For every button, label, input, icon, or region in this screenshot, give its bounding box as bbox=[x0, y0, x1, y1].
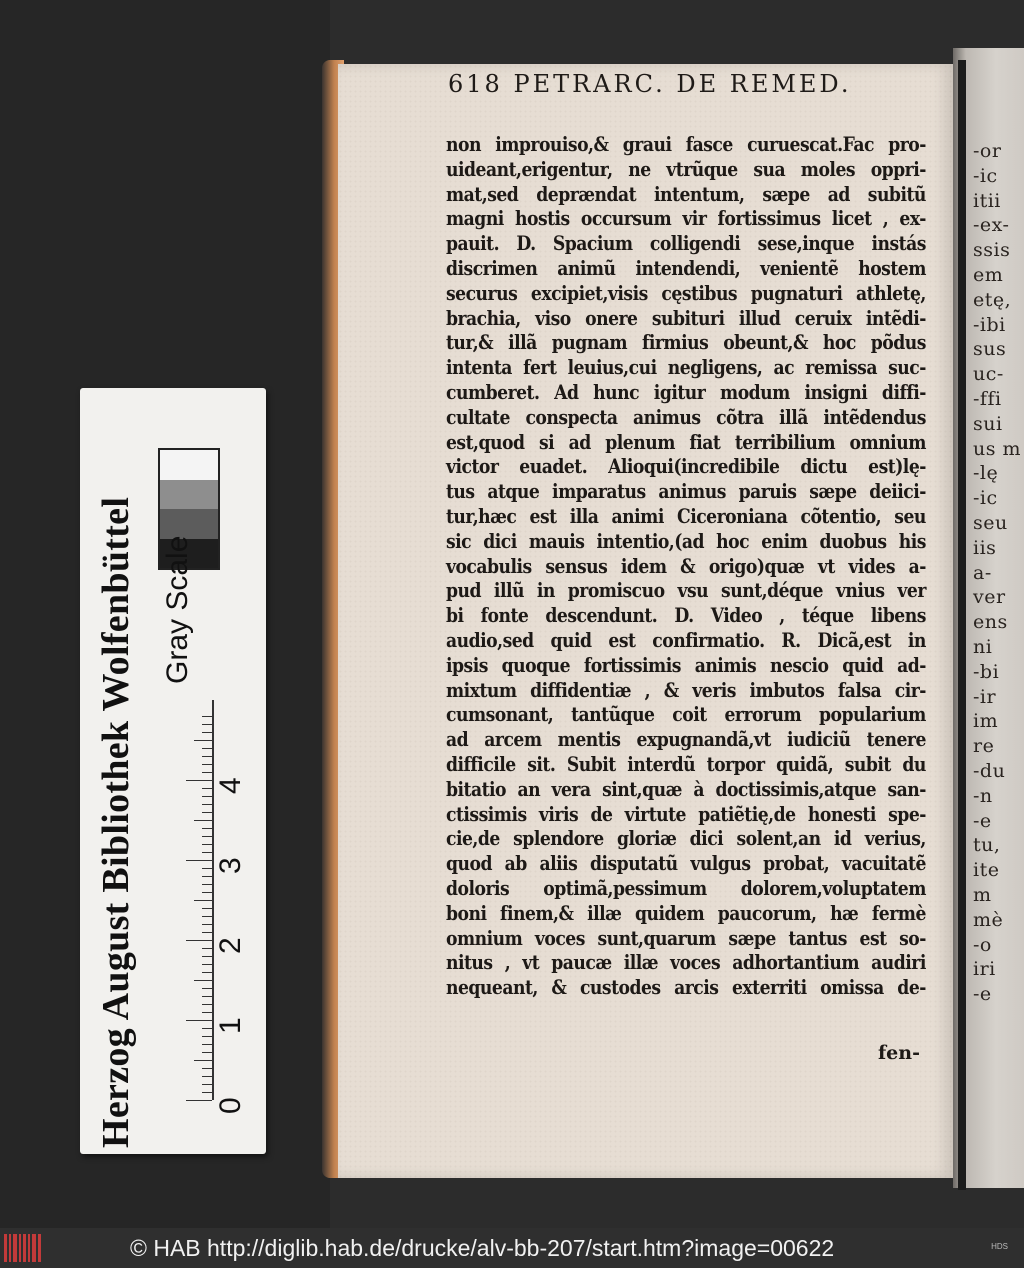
ruler-tick bbox=[202, 748, 212, 749]
text-line: cumsonant, tantũque coit errorum popularium bbox=[446, 702, 926, 727]
logo-bar bbox=[19, 1234, 21, 1262]
ruler-tick bbox=[202, 948, 212, 949]
ruler-tick bbox=[202, 1028, 212, 1029]
text-line: ipsis quoque fortissimis animis nescio quid ad- bbox=[446, 652, 926, 677]
text-line: mixtum diffidentiæ , & veris imbutos falsa cir- bbox=[446, 677, 926, 702]
ruler-tick bbox=[202, 876, 212, 877]
ruler-tick bbox=[202, 756, 212, 757]
text-line: tur,hæc est illa animi Ciceroniana cõtentio, seu bbox=[446, 503, 926, 528]
catchword: fen- bbox=[878, 1042, 920, 1064]
facing-page-fragment: m bbox=[973, 884, 992, 906]
text-line: bi fonte descendunt. D. Video , téque libens bbox=[446, 603, 926, 628]
text-line: ad arcem mentis expugnandã,vt iudiciũ tenere bbox=[446, 727, 926, 752]
facing-page-fragment: -lę bbox=[973, 462, 999, 485]
text-line: magni hostis occursum vir fortissimus licet , ex- bbox=[446, 206, 926, 231]
ruler-tick bbox=[202, 796, 212, 797]
ruler-tick bbox=[202, 1012, 212, 1013]
logo-bar bbox=[23, 1234, 26, 1262]
logo-bar bbox=[13, 1234, 17, 1262]
text-line: nequeant, & custodes arcis exterriti omissa de- bbox=[446, 975, 926, 1000]
ruler-tick bbox=[202, 996, 212, 997]
ruler-tick bbox=[202, 1036, 212, 1037]
facing-page-fragment: -ibi bbox=[973, 313, 1006, 336]
footer-bar bbox=[0, 1228, 1024, 1268]
ruler-tick bbox=[202, 1052, 212, 1053]
text-line: securus excipiet,visis cęstibus pugnaturi athletę, bbox=[446, 280, 926, 305]
ruler-line bbox=[212, 700, 214, 1100]
ruler-tick bbox=[194, 900, 212, 901]
facing-page-fragment: us m bbox=[973, 437, 1022, 460]
facing-page-fragment: uc- bbox=[973, 363, 1004, 386]
ruler-tick bbox=[194, 980, 212, 981]
ruler-tick bbox=[202, 908, 212, 909]
facing-page-fragment: -ex- bbox=[973, 214, 1010, 237]
ruler-tick bbox=[202, 828, 212, 829]
ruler-tick bbox=[202, 1076, 212, 1077]
ruler-tick bbox=[202, 916, 212, 917]
text-line: tus atque imparatus animus paruis sæpe deiici- bbox=[446, 479, 926, 504]
book-page bbox=[338, 64, 953, 1178]
ruler-tick bbox=[202, 788, 212, 789]
text-line: pauit. D. Spacium colligendi sese,inque instás bbox=[446, 231, 926, 256]
hab-logo-icon bbox=[4, 1234, 44, 1262]
text-line: nitus , vt paucæ illæ voces adhortantium audiri bbox=[446, 950, 926, 975]
facing-page-fragment: -n bbox=[973, 784, 993, 807]
facing-page-fragment: -o bbox=[973, 933, 992, 956]
logo-bar bbox=[32, 1234, 36, 1262]
ruler-number: 4 bbox=[214, 777, 247, 794]
facing-page-fragment: -ic bbox=[973, 164, 998, 187]
ruler-tick bbox=[202, 932, 212, 933]
facing-page-fragment: tu, bbox=[973, 834, 1001, 857]
text-line: brachia, viso onere subituri illud ceruix intẽdi- bbox=[446, 305, 926, 330]
text-line: discrimen animũ intendendi, venientẽ hostem bbox=[446, 255, 926, 280]
facing-page-fragment: -du bbox=[973, 760, 1006, 782]
copyright-link[interactable]: © HAB http://diglib.hab.de/drucke/alv-bb-207/start.htm?image=00622 bbox=[130, 1235, 835, 1261]
footer-mini-mark: HDS bbox=[991, 1242, 1008, 1251]
facing-page-fragment: -e bbox=[973, 983, 992, 1006]
text-line: non improuiso,& graui fasce curuescat.Fac pro- bbox=[446, 132, 926, 156]
ruler-tick bbox=[186, 780, 212, 781]
ruler-tick bbox=[202, 956, 212, 957]
text-line: cultate conspecta animus cõtra illã intẽdendus bbox=[446, 404, 926, 429]
text-line: sic dici mauis intentio,(ad hoc enim duobus his bbox=[446, 528, 926, 553]
ruler-number: 2 bbox=[214, 937, 247, 954]
text-line: tur,& illã pugnam firmius obeunt,& hoc põdus bbox=[446, 330, 926, 355]
text-line: victor euadet. Alioqui(incredibile dictu est)lę- bbox=[446, 454, 926, 479]
ruler-tick bbox=[202, 1044, 212, 1045]
facing-page-fragment: ite bbox=[973, 859, 1000, 882]
ruler-tick bbox=[202, 1084, 212, 1085]
ruler-tick bbox=[186, 860, 212, 861]
logo-bar bbox=[38, 1234, 41, 1262]
text-line: intenta fert leuius,cui negligens, ac remissa suc- bbox=[446, 355, 926, 380]
facing-page-fragment: sui bbox=[973, 412, 1003, 435]
ruler-tick bbox=[186, 940, 212, 941]
ruler-tick bbox=[194, 820, 212, 821]
facing-page-fragment: -ffi bbox=[973, 388, 1002, 410]
facing-page-fragment: iis bbox=[973, 536, 997, 559]
text-line: est,quod si ad plenum fiat terribilium omnium bbox=[446, 429, 926, 454]
facing-page-fragment: iri bbox=[973, 958, 996, 981]
facing-page-fragment: -ir bbox=[973, 685, 997, 708]
ruler-tick bbox=[202, 892, 212, 893]
facing-page-fragment: ens bbox=[973, 611, 1008, 634]
text-line: cumberet. Ad hunc igitur modum insigni diffi- bbox=[446, 379, 926, 404]
text-line: uideant,erigentur, ne vtrũque sua moles oppri- bbox=[446, 156, 926, 181]
scale-card bbox=[80, 388, 266, 1154]
ruler-tick bbox=[202, 1092, 212, 1093]
text-line: difficile sit. Subit interdũ torpor quidã, subit du bbox=[446, 751, 926, 776]
ruler-tick bbox=[194, 740, 212, 741]
facing-page-fragment: re bbox=[973, 735, 995, 758]
ruler-tick bbox=[202, 764, 212, 765]
ruler-tick bbox=[194, 1060, 212, 1061]
ruler bbox=[172, 700, 247, 1114]
ruler-tick bbox=[202, 804, 212, 805]
text-line: doloris optimã,pessimum dolorem,voluptatem bbox=[446, 875, 926, 900]
ruler-tick bbox=[202, 1068, 212, 1069]
gray-scale-label: Gray Scale bbox=[161, 535, 194, 684]
facing-page-fragment: mè bbox=[973, 908, 1004, 931]
facing-page-fragment: itii bbox=[973, 189, 1001, 212]
text-line: omnium voces sunt,quarum sæpe tantus est so- bbox=[446, 925, 926, 950]
facing-page-fragment: sus bbox=[973, 338, 1007, 361]
facing-page-fragment: im bbox=[973, 710, 999, 733]
page-gutter bbox=[958, 60, 966, 1190]
ruler-tick bbox=[202, 852, 212, 853]
facing-page-fragment: -e bbox=[973, 809, 992, 832]
text-line: vocabulis sensus idem & origo)quæ vt vides a- bbox=[446, 553, 926, 578]
ruler-tick bbox=[202, 844, 212, 845]
facing-page-fragment: -or bbox=[973, 140, 1002, 162]
ruler-number: 3 bbox=[214, 857, 247, 874]
ruler-tick bbox=[202, 972, 212, 973]
library-title: Herzog August Bibliothek Wolfenbüttel bbox=[95, 496, 137, 1148]
facing-page-fragment: -bi bbox=[973, 660, 1000, 683]
text-line: bitatio an vera sint,quæ à doctissimis,atque san- bbox=[446, 776, 926, 801]
facing-page-fragment: em bbox=[973, 264, 1004, 286]
ruler-number: 0 bbox=[214, 1097, 247, 1114]
logo-bar bbox=[28, 1234, 30, 1262]
facing-page-fragment: a- bbox=[973, 561, 992, 584]
facing-page-fragment: seu bbox=[973, 512, 1008, 534]
facing-page-fragment: etę, bbox=[973, 288, 1012, 311]
facing-page-fragment: ver bbox=[973, 586, 1006, 609]
ruler-tick bbox=[186, 1100, 212, 1101]
ruler-tick bbox=[202, 988, 212, 989]
ruler-tick bbox=[202, 884, 212, 885]
text-line: boni finem,& illæ quidem paucorum, hæ fermè bbox=[446, 900, 926, 925]
ruler-tick bbox=[202, 812, 212, 813]
text-line: cie,de splendore gloriæ dici solent,an id verius, bbox=[446, 826, 926, 851]
ruler-tick bbox=[202, 716, 212, 717]
ruler-tick bbox=[202, 724, 212, 725]
text-line: quod ab aliis disputatũ vulgus probat, vacuitatẽ bbox=[446, 851, 926, 876]
text-block bbox=[446, 132, 926, 1000]
running-head: 618 PETRARC. DE REMED. bbox=[448, 70, 852, 98]
facing-page-fragment: ni bbox=[973, 636, 993, 658]
ruler-tick bbox=[202, 964, 212, 965]
facing-page-fragment: ssis bbox=[973, 239, 1011, 262]
ruler-tick bbox=[202, 772, 212, 773]
text-line: ctissimis viris de virtute patiẽtię,de honesti spe- bbox=[446, 801, 926, 826]
gray-patch bbox=[160, 450, 218, 480]
text-line: audio,sed quid est confirmatio. R. Dicã,est in bbox=[446, 627, 926, 652]
ruler-tick bbox=[202, 1004, 212, 1005]
ruler-tick bbox=[202, 836, 212, 837]
ruler-tick bbox=[186, 1020, 212, 1021]
ruler-tick bbox=[202, 868, 212, 869]
text-line: mat,sed deprændat intentum, sæpe ad subitũ bbox=[446, 181, 926, 206]
facing-page-fragment: -ic bbox=[973, 487, 998, 510]
ruler-tick bbox=[202, 924, 212, 925]
ruler-number: 1 bbox=[214, 1017, 247, 1034]
text-line: pud illũ in promiscuo vsu sunt,déque vnius ver bbox=[446, 578, 926, 603]
logo-bar bbox=[9, 1234, 11, 1262]
ruler-tick bbox=[202, 732, 212, 733]
logo-bar bbox=[4, 1234, 7, 1262]
